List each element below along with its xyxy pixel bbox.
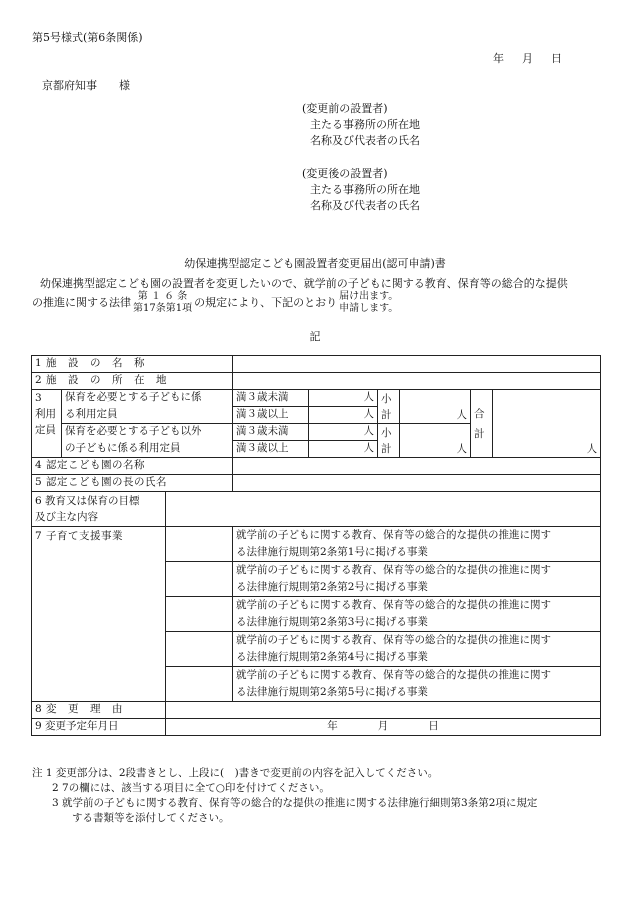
business-1-mark[interactable] <box>166 527 233 562</box>
business-3-text: 就学前の子どもに関する教育、保育等の総合的な提供の推進に関す る法律施行規則第2条第3号に掲げる事業 <box>233 597 601 632</box>
table-row <box>32 373 601 390</box>
table-row <box>32 475 601 492</box>
under3-label: 満３歳未満 <box>233 424 309 441</box>
under3-field[interactable]: 人 <box>309 390 378 407</box>
after-label: (変更後の設置者) <box>302 167 388 180</box>
business-2-mark[interactable] <box>166 562 233 597</box>
capacity-header: 3 利用定員 <box>32 390 62 458</box>
business-3-mark[interactable] <box>166 597 233 632</box>
under3-label: 満３歳未満 <box>233 390 309 407</box>
change-date-label: 9 変更予定年月日 <box>32 719 166 736</box>
capacity-group-2-a: 保育を必要とする子ども以外 <box>62 424 233 441</box>
table-row <box>32 492 601 527</box>
center-name-field[interactable] <box>233 458 601 475</box>
document-title: 幼保連携型認定こども園設置者変更届出(認可申請)書 <box>184 257 446 270</box>
details-table <box>31 355 601 736</box>
after-name-label: 名称及び代表者の氏名 <box>310 199 420 212</box>
change-date-field[interactable]: 年 月 日 <box>166 719 601 736</box>
body-text-b: の規定により、下記のとおり <box>194 296 338 309</box>
business-4-text: 就学前の子どもに関する教育、保育等の総合的な提供の推進に関す る法律施行規則第2条第4号に掲げる事業 <box>233 632 601 667</box>
goals-field[interactable] <box>166 492 601 527</box>
submission-choice: 届け出ます。 申請します。 <box>339 291 399 314</box>
law-article-choice: 第 １ ６ 条 第17条第1項 <box>133 291 193 314</box>
over3-label: 満３歳以上 <box>233 407 309 424</box>
note-3: 3 就学前の子どもに関する教育、保育等の総合的な提供の推進に関する法律施行細則第3条第2項に規定 <box>52 797 538 809</box>
business-2-text: 就学前の子どもに関する教育、保育等の総合的な提供の推進に関す る法律施行規則第2条第2号に掲げる事業 <box>233 562 601 597</box>
note-2: 2 7の欄には、該当する項目に全て○印を付けてください。 <box>52 782 330 794</box>
facility-address-field[interactable] <box>233 373 601 390</box>
facility-name-field[interactable] <box>233 356 601 373</box>
business-4-mark[interactable] <box>166 632 233 667</box>
change-reason-field[interactable] <box>166 702 601 719</box>
subtotal-field[interactable]: 人 <box>400 390 471 424</box>
under3-field[interactable]: 人 <box>309 424 378 441</box>
facility-name-label: 1 施 設 の 名 称 <box>32 356 233 373</box>
note-1: 注 1 変更部分は、2段書きとし、上段に( )書きで変更前の内容を記入してください。 <box>32 767 439 779</box>
date-year: 年 <box>493 52 504 65</box>
table-row <box>32 390 601 407</box>
form-number: 第5号様式(第6条関係) <box>32 31 143 44</box>
body-line-1: 幼保連携型認定こども園の設置者を変更したいので、就学前の子どもに関する教育、保育等の総合的な提供 <box>40 277 568 290</box>
center-head-field[interactable] <box>233 475 601 492</box>
body-text-a: の推進に関する法律 <box>32 296 131 309</box>
notes <box>32 766 537 826</box>
capacity-group-1-a: 保育を必要とする子どもに係 <box>62 390 233 407</box>
subtotal-label: 小 計 <box>378 424 400 458</box>
table-row <box>32 458 601 475</box>
over3-field[interactable]: 人 <box>309 407 378 424</box>
total-field[interactable]: 人 <box>493 390 601 458</box>
capacity-group-1-b: る利用定員 <box>62 407 233 424</box>
body-line-2 <box>32 291 400 317</box>
before-label: (変更前の設置者) <box>302 102 388 115</box>
total-label: 合 計 <box>471 390 493 458</box>
addressee <box>42 79 130 93</box>
table-row <box>32 702 601 719</box>
before-founder-block <box>302 101 420 149</box>
business-1-text: 就学前の子どもに関する教育、保育等の総合的な提供の推進に関す る法律施行規則第2条第1号に掲げる事業 <box>233 527 601 562</box>
over3-field[interactable]: 人 <box>309 441 378 458</box>
capacity-group-2-b: の子どもに係る利用定員 <box>62 441 233 458</box>
business-5-mark[interactable] <box>166 667 233 702</box>
after-address-label: 主たる事務所の所在地 <box>310 183 420 196</box>
date-month: 月 <box>522 52 533 65</box>
addressee-suffix: 様 <box>119 79 130 92</box>
subtotal-field[interactable]: 人 <box>400 424 471 458</box>
subtotal-label: 小 計 <box>378 390 400 424</box>
business-5-text: 就学前の子どもに関する教育、保育等の総合的な提供の推進に関す る法律施行規則第2条第5号に掲げる事業 <box>233 667 601 702</box>
table-row <box>32 527 601 562</box>
center-head-label: 5 認定こども園の長の氏名 <box>32 475 233 492</box>
facility-address-label: 2 施 設 の 所 在 地 <box>32 373 233 390</box>
table-row <box>32 356 601 373</box>
date-line <box>493 52 580 66</box>
center-name-label: 4 認定こども園の名称 <box>32 458 233 475</box>
goals-label: 6 教育又は保育の目標 及び主な内容 <box>32 492 166 527</box>
after-founder-block <box>302 166 420 214</box>
support-business-label: 7 子育て支援事業 <box>32 527 166 702</box>
addressee-name: 京都府知事 <box>42 79 97 92</box>
before-address-label: 主たる事務所の所在地 <box>310 118 420 131</box>
over3-label: 満３歳以上 <box>233 441 309 458</box>
note-3-cont: する書類等を添付してください。 <box>72 812 230 824</box>
table-row <box>32 719 601 736</box>
change-reason-label: 8 変 更 理 由 <box>32 702 166 719</box>
ki-heading: 記 <box>309 330 321 343</box>
date-day: 日 <box>551 52 562 65</box>
before-name-label: 名称及び代表者の氏名 <box>310 134 420 147</box>
